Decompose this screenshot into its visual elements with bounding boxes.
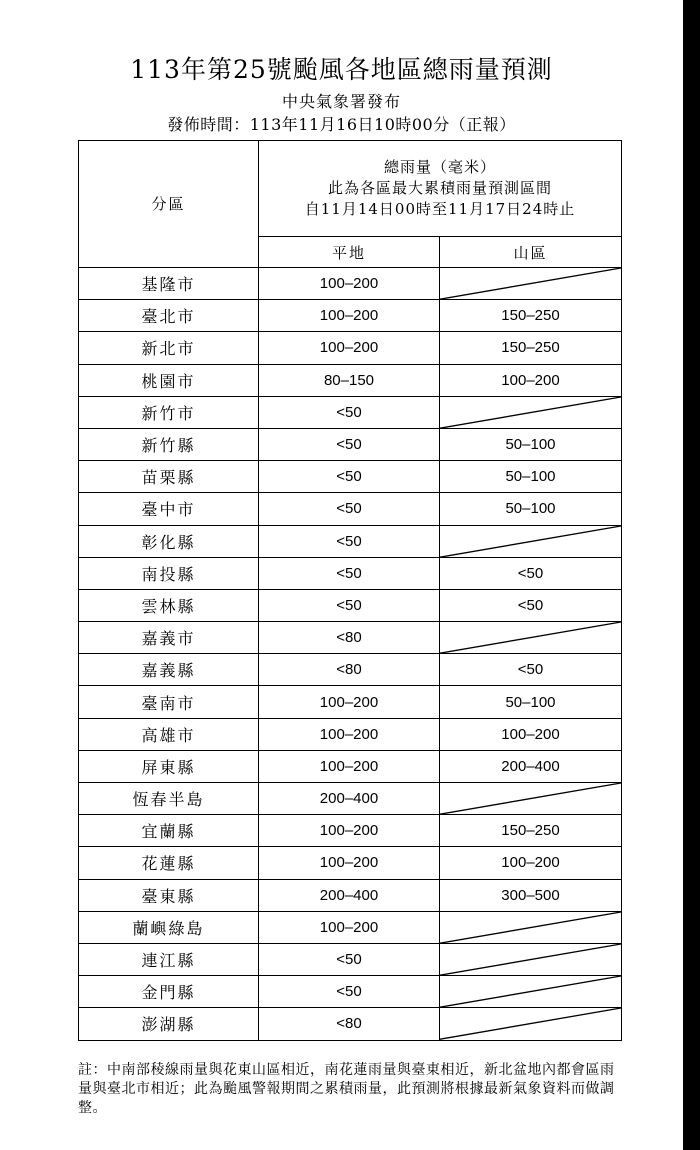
mountain-rainfall-cell: 100–200 bbox=[440, 847, 622, 879]
plain-rainfall-cell: <80 bbox=[259, 622, 440, 654]
district-cell: 連江縣 bbox=[79, 943, 259, 975]
table-row bbox=[79, 943, 622, 975]
right-edge-bar bbox=[683, 0, 700, 1150]
mountain-not-applicable-cell bbox=[440, 943, 622, 975]
plain-rainfall-cell: <80 bbox=[259, 1008, 440, 1040]
table-row bbox=[79, 718, 622, 750]
plain-rainfall-cell: <50 bbox=[259, 557, 440, 589]
table-row bbox=[79, 1008, 622, 1040]
district-cell: 臺中市 bbox=[79, 493, 259, 525]
district-cell: 苗栗縣 bbox=[79, 461, 259, 493]
mountain-rainfall-cell: 50–100 bbox=[440, 428, 622, 460]
mountain-not-applicable-cell bbox=[440, 976, 622, 1008]
diagonal-slash-icon bbox=[440, 912, 621, 943]
footnote: 註：中南部稜線雨量與花東山區相近，南花蓮雨量與臺東相近，新北盆地內都會區雨量與臺北市相近；此為颱風警報期間之累積雨量，此預測將根據最新氣象資料而做調整。 bbox=[78, 1062, 615, 1116]
district-cell: 桃園市 bbox=[79, 364, 259, 396]
plain-rainfall-cell: 100–200 bbox=[259, 686, 440, 718]
mountain-not-applicable-cell bbox=[440, 1008, 622, 1040]
plain-rainfall-cell: 100–200 bbox=[259, 815, 440, 847]
diagonal-slash-icon bbox=[440, 944, 621, 975]
plain-rainfall-cell: <50 bbox=[259, 461, 440, 493]
district-cell: 澎湖縣 bbox=[79, 1008, 259, 1040]
mountain-not-applicable-cell bbox=[440, 268, 622, 300]
mountain-rainfall-cell: 200–400 bbox=[440, 750, 622, 782]
rainfall-table bbox=[78, 140, 622, 1041]
plain-rainfall-cell: 100–200 bbox=[259, 268, 440, 300]
district-cell: 恆春半島 bbox=[79, 783, 259, 815]
district-cell: 基隆市 bbox=[79, 268, 259, 300]
total-rainfall-range-note: 此為各區最大累積雨量預測區間 bbox=[327, 179, 552, 197]
publisher-label: 中央氣象署發布 bbox=[281, 92, 401, 111]
table-row bbox=[79, 364, 622, 396]
plain-rainfall-cell: <50 bbox=[259, 493, 440, 525]
table-row bbox=[79, 589, 622, 621]
plain-rainfall-cell: <50 bbox=[259, 525, 440, 557]
mountain-rainfall-cell: 50–100 bbox=[440, 686, 622, 718]
plain-rainfall-cell: 100–200 bbox=[259, 718, 440, 750]
plain-rainfall-cell: <80 bbox=[259, 654, 440, 686]
table-row bbox=[79, 654, 622, 686]
diagonal-slash-icon bbox=[440, 622, 621, 653]
mountain-rainfall-cell: 100–200 bbox=[440, 718, 622, 750]
district-cell: 新竹縣 bbox=[79, 428, 259, 460]
mountain-rainfall-cell: 150–250 bbox=[440, 332, 622, 364]
mountain-rainfall-cell: <50 bbox=[440, 654, 622, 686]
district-cell: 宜蘭縣 bbox=[79, 815, 259, 847]
table-row bbox=[79, 847, 622, 879]
plain-rainfall-cell: 80–150 bbox=[259, 364, 440, 396]
district-cell: 新竹市 bbox=[79, 396, 259, 428]
page-title: 113年第25號颱風各地區總雨量預測 bbox=[130, 55, 553, 84]
plain-column-header: 平地 bbox=[259, 237, 440, 268]
mountain-rainfall-cell: <50 bbox=[440, 557, 622, 589]
table-row bbox=[79, 428, 622, 460]
table-row bbox=[79, 622, 622, 654]
mountain-rainfall-cell: 300–500 bbox=[440, 879, 622, 911]
plain-rainfall-cell: <50 bbox=[259, 396, 440, 428]
district-cell: 彰化縣 bbox=[79, 525, 259, 557]
total-rainfall-period: 自11月14日00時至11月17日24時止 bbox=[304, 200, 576, 218]
table-row bbox=[79, 686, 622, 718]
table-row bbox=[79, 557, 622, 589]
district-cell: 屏東縣 bbox=[79, 750, 259, 782]
table-row bbox=[79, 493, 622, 525]
plain-rainfall-cell: <50 bbox=[259, 943, 440, 975]
district-cell: 新北市 bbox=[79, 332, 259, 364]
diagonal-slash-icon bbox=[440, 397, 621, 428]
district-cell: 臺南市 bbox=[79, 686, 259, 718]
district-cell: 嘉義縣 bbox=[79, 654, 259, 686]
table-header-row bbox=[79, 141, 622, 237]
mountain-not-applicable-cell bbox=[440, 911, 622, 943]
district-cell: 臺東縣 bbox=[79, 879, 259, 911]
table-row bbox=[79, 332, 622, 364]
plain-rainfall-cell: <50 bbox=[259, 589, 440, 621]
district-cell: 高雄市 bbox=[79, 718, 259, 750]
mountain-rainfall-cell: 150–250 bbox=[440, 815, 622, 847]
plain-rainfall-cell: 200–400 bbox=[259, 879, 440, 911]
district-cell: 蘭嶼綠島 bbox=[79, 911, 259, 943]
mountain-rainfall-cell: <50 bbox=[440, 589, 622, 621]
plain-rainfall-cell: 100–200 bbox=[259, 750, 440, 782]
table-row bbox=[79, 750, 622, 782]
plain-rainfall-cell: 100–200 bbox=[259, 300, 440, 332]
plain-rainfall-cell: <50 bbox=[259, 428, 440, 460]
diagonal-slash-icon bbox=[440, 976, 621, 1007]
table-row bbox=[79, 911, 622, 943]
table-row bbox=[79, 300, 622, 332]
mountain-rainfall-cell: 150–250 bbox=[440, 300, 622, 332]
issued-time: 發佈時間：113年11月16日10時00分（正報） bbox=[167, 115, 516, 134]
plain-rainfall-cell: 200–400 bbox=[259, 783, 440, 815]
mountain-not-applicable-cell bbox=[440, 783, 622, 815]
plain-rainfall-cell: 100–200 bbox=[259, 332, 440, 364]
mountain-column-header: 山區 bbox=[440, 237, 622, 268]
district-cell: 南投縣 bbox=[79, 557, 259, 589]
table-row bbox=[79, 815, 622, 847]
plain-rainfall-cell: 100–200 bbox=[259, 847, 440, 879]
district-cell: 嘉義市 bbox=[79, 622, 259, 654]
table-row bbox=[79, 783, 622, 815]
table-body bbox=[79, 268, 622, 1041]
plain-rainfall-cell: 100–200 bbox=[259, 911, 440, 943]
mountain-not-applicable-cell bbox=[440, 622, 622, 654]
diagonal-slash-icon bbox=[440, 268, 621, 299]
mountain-not-applicable-cell bbox=[440, 396, 622, 428]
table-row bbox=[79, 976, 622, 1008]
district-cell: 金門縣 bbox=[79, 976, 259, 1008]
total-rainfall-header bbox=[259, 141, 622, 237]
plain-rainfall-cell: <50 bbox=[259, 976, 440, 1008]
total-rainfall-title: 總雨量（毫米） bbox=[383, 158, 496, 176]
mountain-rainfall-cell: 50–100 bbox=[440, 461, 622, 493]
table-row bbox=[79, 461, 622, 493]
district-cell: 花蓮縣 bbox=[79, 847, 259, 879]
district-column-header: 分區 bbox=[79, 141, 259, 268]
table-row bbox=[79, 879, 622, 911]
diagonal-slash-icon bbox=[440, 526, 621, 557]
mountain-not-applicable-cell bbox=[440, 525, 622, 557]
mountain-rainfall-cell: 100–200 bbox=[440, 364, 622, 396]
diagonal-slash-icon bbox=[440, 1008, 621, 1039]
district-cell: 雲林縣 bbox=[79, 589, 259, 621]
mountain-rainfall-cell: 50–100 bbox=[440, 493, 622, 525]
district-cell: 臺北市 bbox=[79, 300, 259, 332]
diagonal-slash-icon bbox=[440, 783, 621, 814]
table-row bbox=[79, 396, 622, 428]
table-row bbox=[79, 525, 622, 557]
table-row bbox=[79, 268, 622, 300]
